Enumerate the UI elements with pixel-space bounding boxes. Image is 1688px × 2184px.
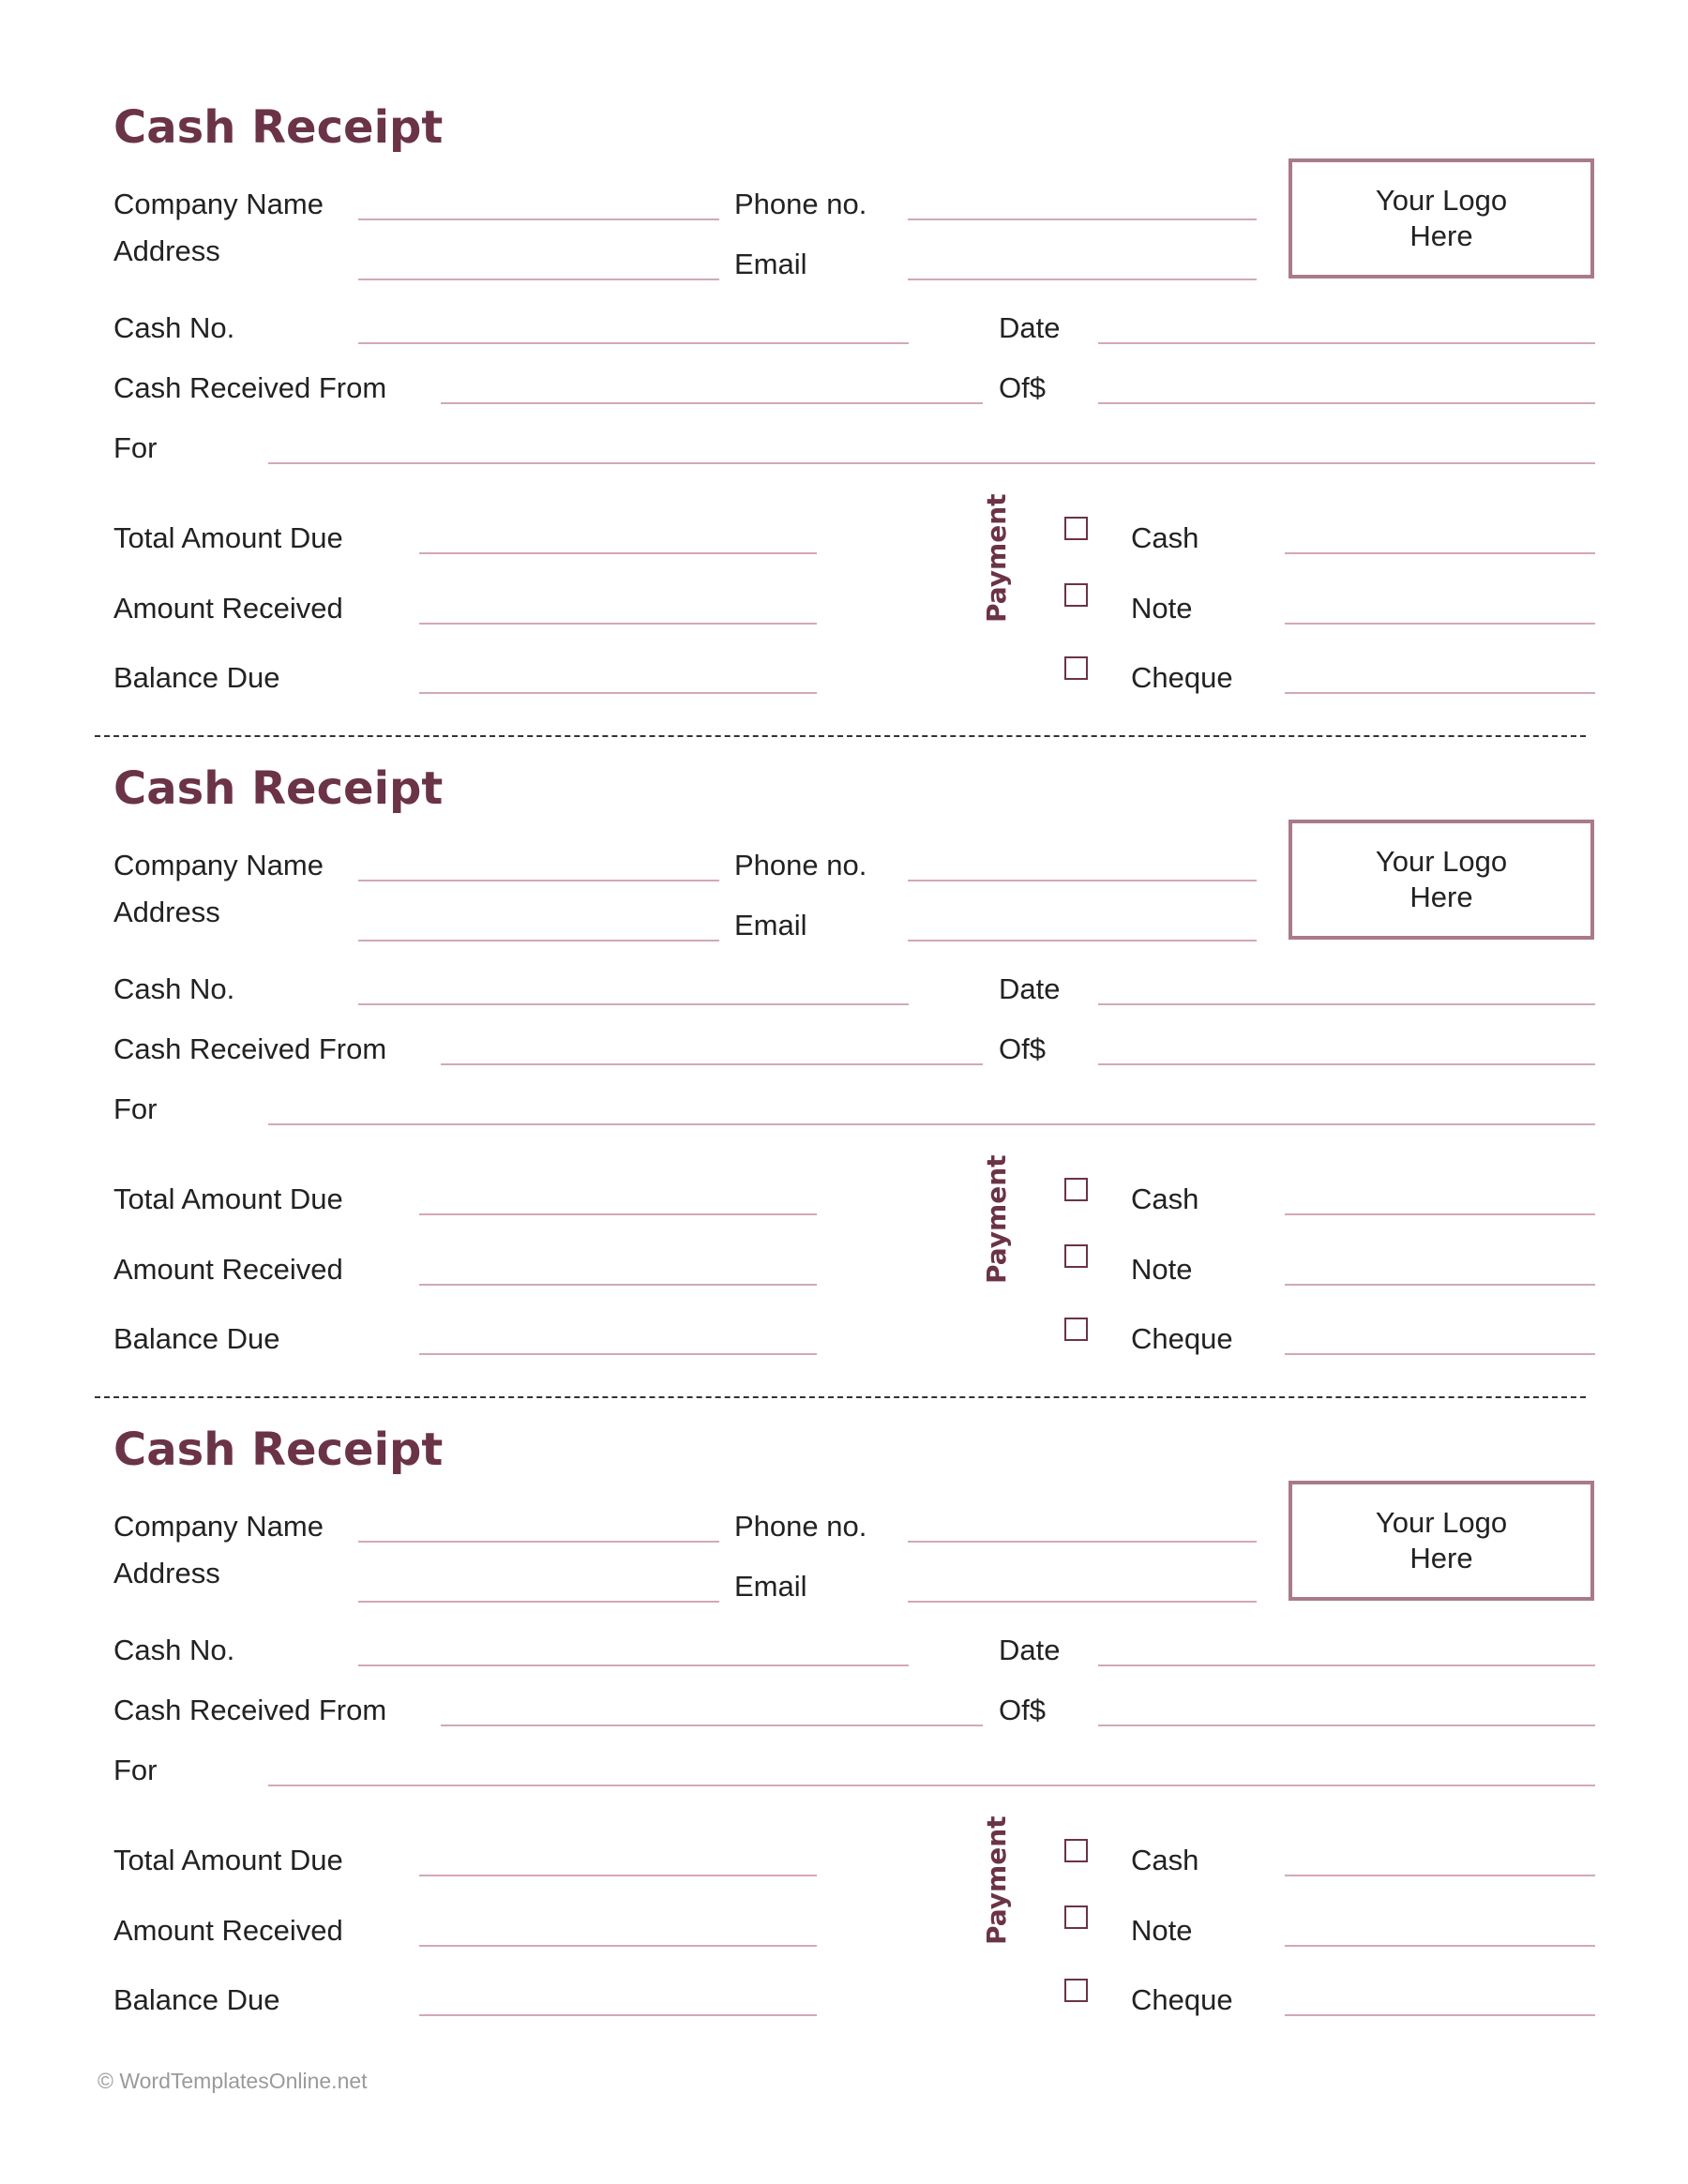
received-from-label: Cash Received From xyxy=(113,1694,387,1726)
received-from-label: Cash Received From xyxy=(113,1032,387,1065)
note-payment-field[interactable] xyxy=(1285,1945,1595,1947)
of-amount-field[interactable] xyxy=(1098,1063,1595,1065)
date-label: Date xyxy=(999,972,1061,1005)
receipt-title: Cash Receipt xyxy=(113,1423,444,1476)
cheque-payment-field[interactable] xyxy=(1285,2014,1595,2016)
payment-label: Payment xyxy=(981,1815,1012,1945)
cash-no-label: Cash No. xyxy=(113,311,235,344)
for-field[interactable] xyxy=(268,1785,1595,1786)
receipt-title: Cash Receipt xyxy=(113,762,444,815)
payment-option-cash: Cash xyxy=(1131,1844,1199,1876)
payment-option-note: Note xyxy=(1131,1253,1193,1286)
amount-received-label: Amount Received xyxy=(113,1914,343,1947)
amount-received-label: Amount Received xyxy=(113,1253,343,1286)
company-name-label: Company Name xyxy=(113,188,324,220)
for-field[interactable] xyxy=(268,462,1595,464)
of-amount-field[interactable] xyxy=(1098,402,1595,404)
for-label: For xyxy=(113,431,158,464)
payment-option-cheque: Cheque xyxy=(1131,1322,1233,1355)
email-label: Email xyxy=(734,1570,807,1603)
payment-label: Payment xyxy=(981,1154,1012,1284)
company-name-label: Company Name xyxy=(113,1510,324,1543)
logo-line-1: Your Logo xyxy=(1375,1506,1508,1539)
logo-line-1: Your Logo xyxy=(1375,184,1508,217)
company-name-field[interactable] xyxy=(358,880,719,881)
cash-receipt-3 xyxy=(0,1322,1688,2016)
total-due-label: Total Amount Due xyxy=(113,1844,343,1876)
received-from-field[interactable] xyxy=(441,402,983,404)
payment-option-cheque: Cheque xyxy=(1131,1983,1233,2016)
copyright-footer: © WordTemplatesOnline.net xyxy=(98,2069,368,2093)
amount-received-field[interactable] xyxy=(419,623,817,625)
balance-due-label: Balance Due xyxy=(113,1322,280,1355)
logo-placeholder xyxy=(1289,158,1594,279)
logo-line-2: Here xyxy=(1409,881,1473,913)
of-amount-label: Of$ xyxy=(999,1694,1046,1726)
received-from-field[interactable] xyxy=(441,1063,983,1065)
company-name-field[interactable] xyxy=(358,1541,719,1543)
company-name-field[interactable] xyxy=(358,218,719,220)
address-field[interactable] xyxy=(358,1601,719,1603)
date-label: Date xyxy=(999,1634,1061,1666)
note-checkbox[interactable] xyxy=(1064,1244,1088,1268)
balance-due-label: Balance Due xyxy=(113,1983,280,2016)
for-label: For xyxy=(113,1092,158,1125)
address-field[interactable] xyxy=(358,279,719,280)
balance-due-label: Balance Due xyxy=(113,661,280,694)
phone-field[interactable] xyxy=(908,880,1257,881)
date-field[interactable] xyxy=(1098,342,1595,344)
cash-no-label: Cash No. xyxy=(113,1634,235,1666)
phone-label: Phone no. xyxy=(734,849,867,881)
received-from-label: Cash Received From xyxy=(113,371,387,404)
cash-checkbox[interactable] xyxy=(1064,1839,1088,1862)
logo-line-1: Your Logo xyxy=(1375,845,1508,878)
cash-no-label: Cash No. xyxy=(113,972,235,1005)
payment-option-cash: Cash xyxy=(1131,521,1199,554)
cash-no-field[interactable] xyxy=(358,342,909,344)
note-payment-field[interactable] xyxy=(1285,623,1595,625)
note-payment-field[interactable] xyxy=(1285,1284,1595,1286)
of-amount-label: Of$ xyxy=(999,1032,1046,1065)
cash-no-field[interactable] xyxy=(358,1664,909,1666)
of-amount-field[interactable] xyxy=(1098,1725,1595,1726)
phone-field[interactable] xyxy=(908,218,1257,220)
received-from-field[interactable] xyxy=(441,1725,983,1726)
cheque-checkbox[interactable] xyxy=(1064,1979,1088,2002)
date-label: Date xyxy=(999,311,1061,344)
date-field[interactable] xyxy=(1098,1664,1595,1666)
address-label: Address xyxy=(113,896,220,928)
cash-receipt-1 xyxy=(0,0,1688,694)
cash-payment-field[interactable] xyxy=(1285,552,1595,554)
email-field[interactable] xyxy=(908,279,1257,280)
payment-label: Payment xyxy=(981,493,1012,623)
cash-payment-field[interactable] xyxy=(1285,1875,1595,1876)
cash-checkbox[interactable] xyxy=(1064,1178,1088,1201)
balance-due-field[interactable] xyxy=(419,2014,817,2016)
address-field[interactable] xyxy=(358,940,719,941)
total-due-field[interactable] xyxy=(419,1213,817,1215)
amount-received-field[interactable] xyxy=(419,1945,817,1947)
cash-no-field[interactable] xyxy=(358,1003,909,1005)
payment-option-note: Note xyxy=(1131,592,1193,625)
total-due-label: Total Amount Due xyxy=(113,1182,343,1215)
logo-placeholder xyxy=(1289,820,1594,940)
total-due-field[interactable] xyxy=(419,1875,817,1876)
payment-option-cash: Cash xyxy=(1131,1182,1199,1215)
email-label: Email xyxy=(734,909,807,941)
phone-field[interactable] xyxy=(908,1541,1257,1543)
address-label: Address xyxy=(113,234,220,267)
note-checkbox[interactable] xyxy=(1064,583,1088,607)
email-field[interactable] xyxy=(908,940,1257,941)
amount-received-label: Amount Received xyxy=(113,592,343,625)
email-label: Email xyxy=(734,248,807,280)
phone-label: Phone no. xyxy=(734,1510,867,1543)
logo-line-2: Here xyxy=(1409,219,1473,252)
address-label: Address xyxy=(113,1557,220,1589)
of-amount-label: Of$ xyxy=(999,371,1046,404)
receipt-title: Cash Receipt xyxy=(113,101,444,154)
logo-placeholder xyxy=(1289,1481,1594,1601)
cash-payment-field[interactable] xyxy=(1285,1213,1595,1215)
note-checkbox[interactable] xyxy=(1064,1905,1088,1929)
total-due-field[interactable] xyxy=(419,552,817,554)
cash-checkbox[interactable] xyxy=(1064,517,1088,540)
date-field[interactable] xyxy=(1098,1003,1595,1005)
for-label: For xyxy=(113,1754,158,1786)
amount-received-field[interactable] xyxy=(419,1284,817,1286)
payment-option-cheque: Cheque xyxy=(1131,661,1233,694)
company-name-label: Company Name xyxy=(113,849,324,881)
total-due-label: Total Amount Due xyxy=(113,521,343,554)
email-field[interactable] xyxy=(908,1601,1257,1603)
payment-option-note: Note xyxy=(1131,1914,1193,1947)
cash-receipt-2 xyxy=(0,661,1688,1355)
for-field[interactable] xyxy=(268,1123,1595,1125)
phone-label: Phone no. xyxy=(734,188,867,220)
logo-line-2: Here xyxy=(1409,1542,1473,1574)
